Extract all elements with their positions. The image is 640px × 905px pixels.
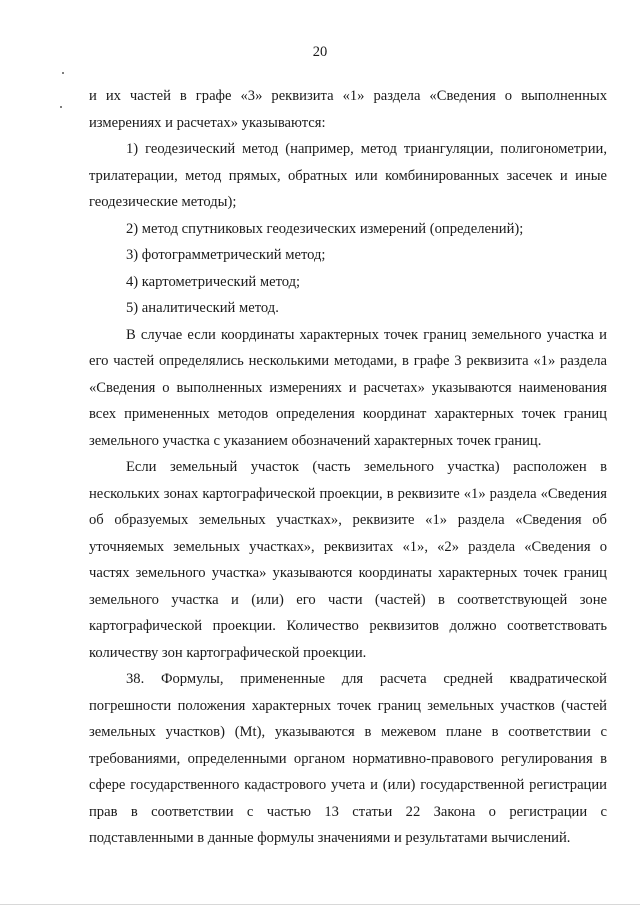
scan-speck bbox=[62, 72, 64, 74]
paragraph-continuation: и их частей в графе «3» реквизита «1» раздела «Сведения о выполненных измерениях и расчетах» указываются: bbox=[89, 88, 607, 131]
scan-speck bbox=[60, 106, 62, 108]
list-item-satellite-method: 2) метод спутниковых геодезических измерений (определений); bbox=[126, 220, 524, 237]
body-text bbox=[89, 83, 607, 852]
list-item-analytical-method: 5) аналитический метод. bbox=[126, 300, 279, 316]
list-item-photogrammetric-method: 3) фотограмметрический метод; bbox=[126, 247, 326, 263]
page-number: 20 bbox=[312, 44, 328, 60]
paragraph-item-38: 38. Формулы, примененные для расчета средней квадратической погрешности положения характерных точек границ земельных участков (частей земельных участков) (Mt), указываются в межевом плане в соответствии с требованиями, определенными органом нормативно-правового регулирования в сфере государственного кадастрового учета и (или) государственной регистрации прав в соответствии с частью 13 статьи 22 Закона о регистрации с подставленными в данные формулы значениями и результатами вычислений. bbox=[89, 671, 607, 846]
list-item-geodetic-method: 1) геодезический метод (например, метод триангуляции, полигонометрии, трилатерации, метод прямых, обратных или комбинированных засечек и иные геодезические методы); bbox=[89, 141, 607, 210]
paragraph-several-methods: В случае если координаты характерных точек границ земельного участка и его частей определялись несколькими методами, в графе 3 реквизита «1» раздела «Сведения о выполненных измерениях и расчетах» указываются наименования всех примененных методов определения координат характерных точек границ земельного участка с указанием обозначений характерных точек границ. bbox=[89, 326, 607, 449]
paragraph-several-zones: Если земельный участок (часть земельного участка) расположен в нескольких зонах картографической проекции, в реквизите «1» раздела «Сведения об образуемых земельных участках», реквизите «1» раздела «Сведения об уточняемых земельных участках», реквизитах «1», «2» раздела «Сведения о частях земельного участка» указываются координаты характерных точек границ земельного участка и (или) его части (частей) в соответствующей зоне картографической проекции. Количество реквизитов должно соответствовать количеству зон картографической проекции. bbox=[89, 459, 607, 661]
list-item-cartometric-method: 4) картометрический метод; bbox=[126, 273, 301, 290]
